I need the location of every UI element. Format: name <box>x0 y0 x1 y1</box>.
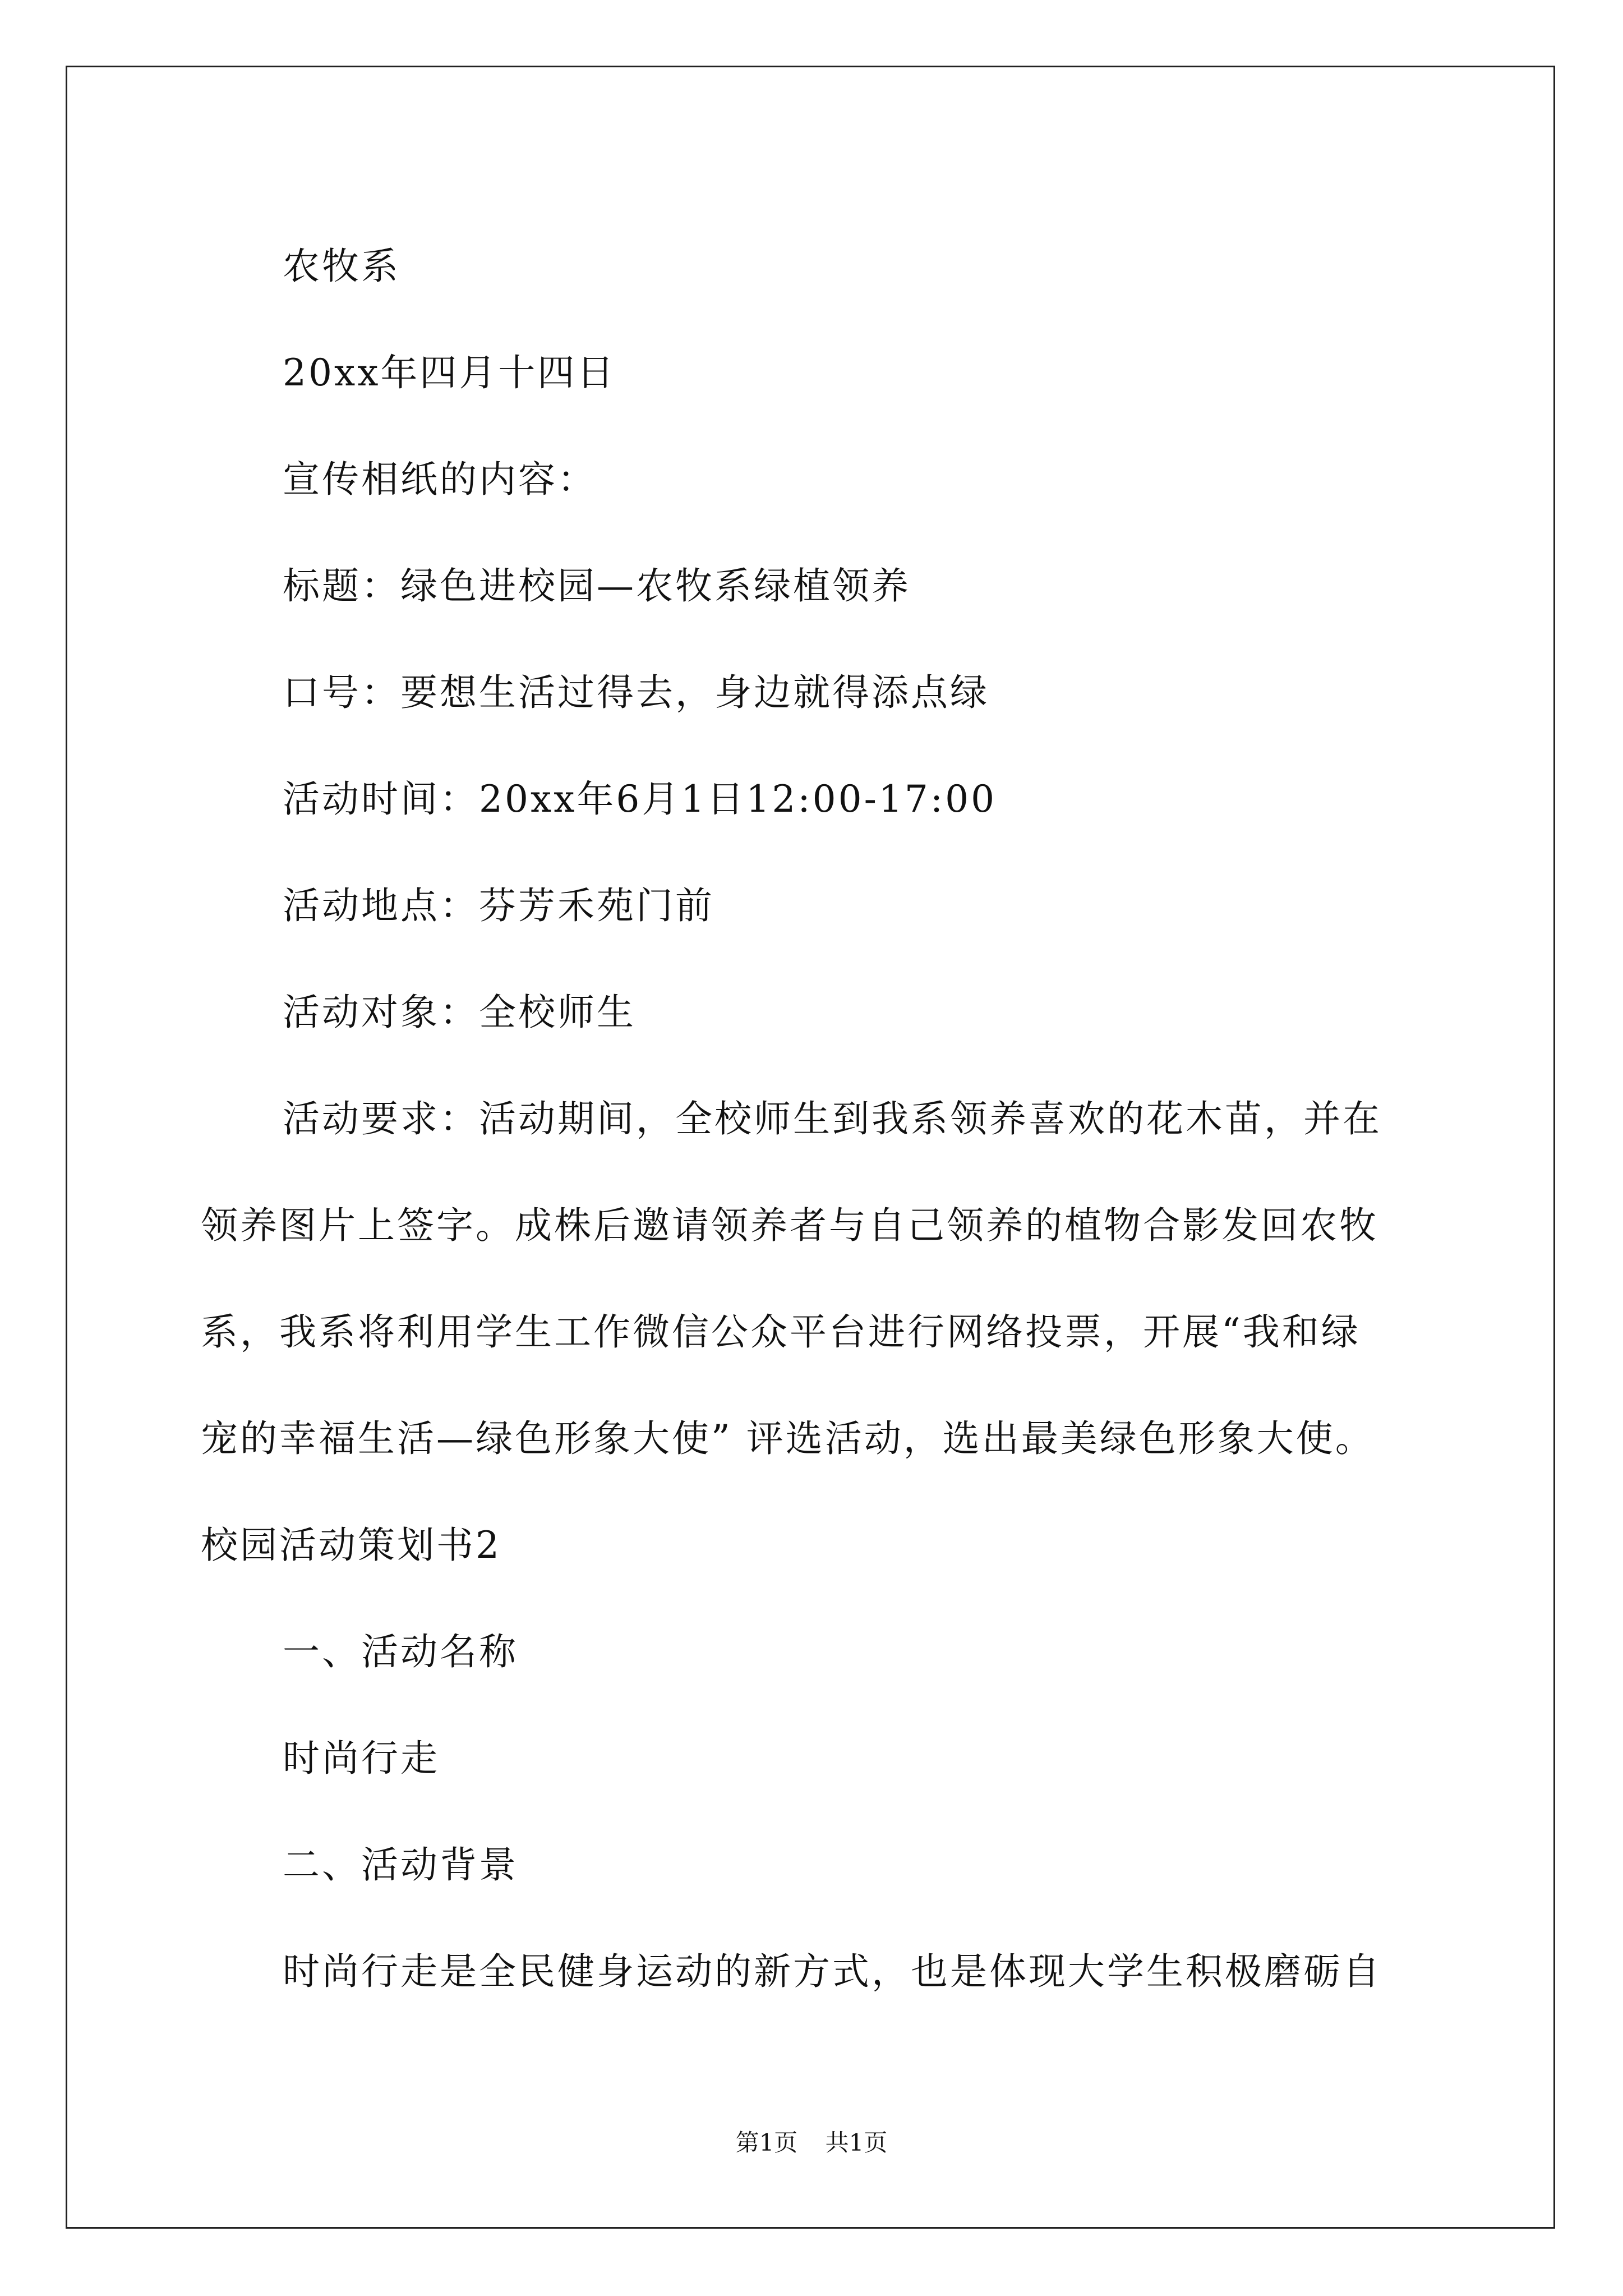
page-footer <box>0 2126 1623 2160</box>
section-heading-name: 一、活动名称 <box>283 1630 518 1673</box>
activity-target-line: 活动对象：全校师生 <box>283 991 636 1034</box>
requirement-line-1: 活动要求：活动期间，全校师生到我系领养喜欢的花木苗，并在 <box>283 1097 1382 1140</box>
activity-name: 时尚行走 <box>283 1737 440 1780</box>
requirement-line-4: 宠的幸福生活—绿色形象大使” 评选活动，选出最美绿色形象大使。 <box>201 1417 1375 1460</box>
department-line: 农牧系 <box>283 245 400 288</box>
slogan-line: 口号：要想生活过得去，身边就得添点绿 <box>283 671 989 714</box>
page-number-total: 共1页 <box>825 2129 888 2156</box>
document-body <box>201 213 1435 2025</box>
section-heading-background: 二、活动背景 <box>283 1843 518 1887</box>
document-title-2: 校园活动策划书2 <box>201 1524 501 1567</box>
requirement-line-3: 系，我系将利用学生工作微信公众平台进行网络投票，开展“我和绿 <box>201 1310 1361 1354</box>
activity-time-line: 活动时间：20xx年6月1日12:00-17:00 <box>283 777 997 821</box>
page-number-current: 第1页 <box>735 2129 798 2156</box>
background-paragraph-start: 时尚行走是全民健身运动的新方式，也是体现大学生积极磨砺自 <box>283 1950 1382 1993</box>
poster-content-heading: 宣传相纸的内容： <box>283 458 597 501</box>
requirement-line-2: 领养图片上签字。成株后邀请领养者与自己领养的植物合影发回农牧 <box>201 1204 1378 1247</box>
title-line: 标题：绿色进校园—农牧系绿植领养 <box>283 564 911 608</box>
date-line: 20xx年四月十四日 <box>283 351 616 394</box>
requirement-paragraph <box>201 1066 1435 1492</box>
activity-place-line: 活动地点：芬芳禾苑门前 <box>283 884 714 927</box>
